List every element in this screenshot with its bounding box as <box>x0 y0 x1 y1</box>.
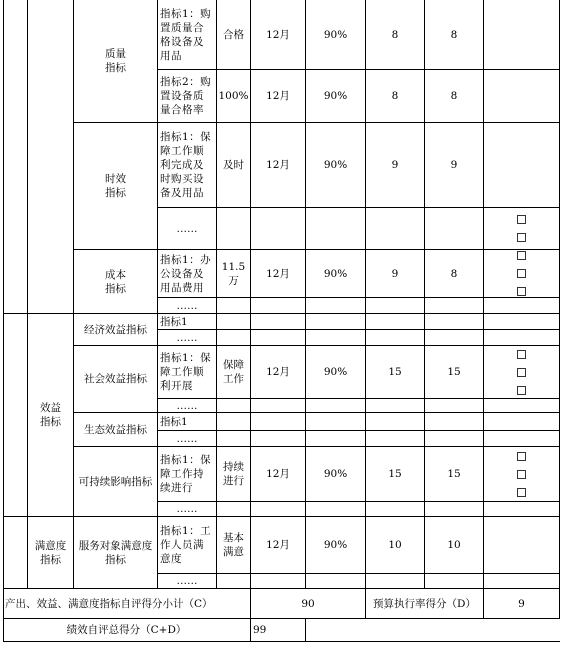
score-actual: 15 <box>425 447 484 502</box>
note-cell <box>484 431 560 447</box>
checkbox-icon <box>517 215 526 224</box>
time-value: 12月 <box>251 517 306 574</box>
checkbox-icon <box>517 386 526 395</box>
divider <box>305 619 306 642</box>
score-actual: 10 <box>425 517 484 574</box>
indicator-name: 指标1 <box>158 413 217 431</box>
weight-value: 90% <box>306 70 366 123</box>
note-cell <box>484 70 560 123</box>
indicator-name: 指标2：购置设备质量合格率 <box>158 70 217 123</box>
note-cell <box>484 123 560 208</box>
empty-cell <box>251 413 306 431</box>
indicator-more: …… <box>158 574 217 589</box>
empty-cell <box>366 502 425 517</box>
checkbox-icon <box>517 287 526 296</box>
empty-cell <box>251 330 306 346</box>
empty-cell <box>251 298 306 314</box>
social-benefit-label: 社会效益指标 <box>74 346 158 413</box>
benefit-outer-cell <box>3 314 28 517</box>
empty-cell <box>306 413 366 431</box>
target-value: 11.5万 <box>217 250 251 298</box>
target-value: 及时 <box>217 123 251 208</box>
empty-cell <box>425 330 484 346</box>
empty-cell <box>366 574 425 589</box>
empty-cell <box>366 431 425 447</box>
economic-benefit-label: 经济效益指标 <box>74 314 158 346</box>
indicator-name: 指标1：办公设备及用品费用 <box>158 250 217 298</box>
empty-cell <box>306 298 366 314</box>
score-planned: 15 <box>366 447 425 502</box>
benefit-group: 效益 指标 <box>28 314 74 517</box>
note-cell <box>484 574 560 589</box>
target-value: 合格 <box>217 0 251 70</box>
empty-cell <box>306 431 366 447</box>
indicator-name: 指标1：工作人员满意度 <box>158 517 217 574</box>
weight-value: 90% <box>306 346 366 399</box>
score-actual: 8 <box>425 250 484 298</box>
note-cell <box>484 399 560 413</box>
empty-cell <box>251 314 306 330</box>
budget-label: 预算执行率得分（D） <box>366 589 484 619</box>
empty-cell <box>425 431 484 447</box>
checkbox-icon <box>517 452 526 461</box>
score-planned: 8 <box>366 70 425 123</box>
output-group-cell <box>3 0 28 314</box>
note-cell <box>484 330 560 346</box>
empty-cell <box>484 314 560 330</box>
empty-cell <box>251 431 306 447</box>
empty-cell <box>251 574 306 589</box>
empty-cell <box>217 330 251 346</box>
score-actual: 9 <box>425 123 484 208</box>
empty-cell <box>366 298 425 314</box>
indicator-more: …… <box>158 431 217 447</box>
score-planned: 9 <box>366 123 425 208</box>
empty-cell <box>425 399 484 413</box>
cost-category: 成本 指标 <box>74 250 158 314</box>
total-value: 99 <box>251 619 560 642</box>
score-planned: 8 <box>366 0 425 70</box>
empty-cell <box>366 314 425 330</box>
indicator-more: …… <box>158 208 217 250</box>
empty-cell <box>217 314 251 330</box>
note-cell <box>484 447 560 502</box>
weight-value: 90% <box>306 250 366 298</box>
indicator-more: …… <box>158 330 217 346</box>
score-planned: 10 <box>366 517 425 574</box>
score-actual: 15 <box>425 346 484 399</box>
note-cell <box>484 0 560 70</box>
empty-cell <box>425 314 484 330</box>
empty-cell <box>366 208 425 250</box>
subtotal-label: 产出、效益、满意度指标自评得分小计（C） <box>3 589 251 619</box>
empty-cell <box>425 413 484 431</box>
empty-cell <box>306 330 366 346</box>
timeliness-category: 时效 指标 <box>74 123 158 250</box>
checkbox-icon <box>517 269 526 278</box>
empty-cell <box>306 314 366 330</box>
total-label: 绩效自评总得分（C+D） <box>3 619 251 642</box>
note-cell <box>484 346 560 399</box>
indicator-name: 指标1 <box>158 314 217 330</box>
empty-cell <box>366 399 425 413</box>
target-value: 100% <box>217 70 251 123</box>
score-planned: 15 <box>366 346 425 399</box>
weight-value: 90% <box>306 517 366 574</box>
score-actual: 8 <box>425 70 484 123</box>
score-actual: 8 <box>425 0 484 70</box>
time-value: 12月 <box>251 70 306 123</box>
output-sub-cell <box>28 0 74 314</box>
note-cell <box>484 250 560 298</box>
checkbox-icon <box>517 470 526 479</box>
indicator-name: 指标1：保障工作顺利开展 <box>158 346 217 399</box>
ecological-benefit-label: 生态效益指标 <box>74 413 158 447</box>
indicator-more: …… <box>158 399 217 413</box>
note-cell <box>484 517 560 574</box>
empty-cell <box>306 574 366 589</box>
empty-cell <box>217 208 251 250</box>
empty-cell <box>217 502 251 517</box>
checkbox-icon <box>517 233 526 242</box>
checkbox-icon <box>517 488 526 497</box>
weight-value: 90% <box>306 0 366 70</box>
empty-cell <box>484 413 560 431</box>
indicator-more: …… <box>158 298 217 314</box>
note-cell <box>484 298 560 314</box>
time-value: 12月 <box>251 447 306 502</box>
time-value: 12月 <box>251 250 306 298</box>
empty-cell <box>217 298 251 314</box>
checkbox-icon <box>517 350 526 359</box>
weight-value: 90% <box>306 123 366 208</box>
empty-cell <box>306 502 366 517</box>
empty-cell <box>251 208 306 250</box>
empty-cell <box>425 208 484 250</box>
empty-cell <box>366 413 425 431</box>
budget-value: 9 <box>484 589 560 619</box>
note-cell <box>484 208 560 250</box>
time-value: 12月 <box>251 346 306 399</box>
satisfaction-group: 满意度 指标 <box>28 517 74 589</box>
weight-value: 90% <box>306 447 366 502</box>
target-value: 基本满意 <box>217 517 251 574</box>
empty-cell <box>366 330 425 346</box>
target-value: 保障工作 <box>217 346 251 399</box>
time-value: 12月 <box>251 0 306 70</box>
indicator-name: 指标1：保障工作持续进行 <box>158 447 217 502</box>
empty-cell <box>217 574 251 589</box>
sustain-benefit-label: 可持续影响指标 <box>74 447 158 517</box>
empty-cell <box>425 298 484 314</box>
empty-cell <box>217 413 251 431</box>
empty-cell <box>425 574 484 589</box>
empty-cell <box>217 399 251 413</box>
subtotal-value: 90 <box>251 589 366 619</box>
score-planned: 9 <box>366 250 425 298</box>
empty-cell <box>306 208 366 250</box>
empty-cell <box>306 399 366 413</box>
satisfaction-outer-cell <box>3 517 28 589</box>
indicator-name: 指标1：保障工作顺利完成及时购买设备及用品 <box>158 123 217 208</box>
time-value: 12月 <box>251 123 306 208</box>
satisfaction-label: 服务对象满意度指标 <box>74 517 158 589</box>
empty-cell <box>217 431 251 447</box>
empty-cell <box>251 399 306 413</box>
checkbox-icon <box>517 251 526 260</box>
empty-cell <box>251 502 306 517</box>
note-cell <box>484 502 560 517</box>
indicator-more: …… <box>158 502 217 517</box>
quality-category: 质量 指标 <box>74 0 158 123</box>
checkbox-icon <box>517 368 526 377</box>
target-value: 持续进行 <box>217 447 251 502</box>
indicator-name: 指标1：购置质量合格设备及用品 <box>158 0 217 70</box>
empty-cell <box>425 502 484 517</box>
